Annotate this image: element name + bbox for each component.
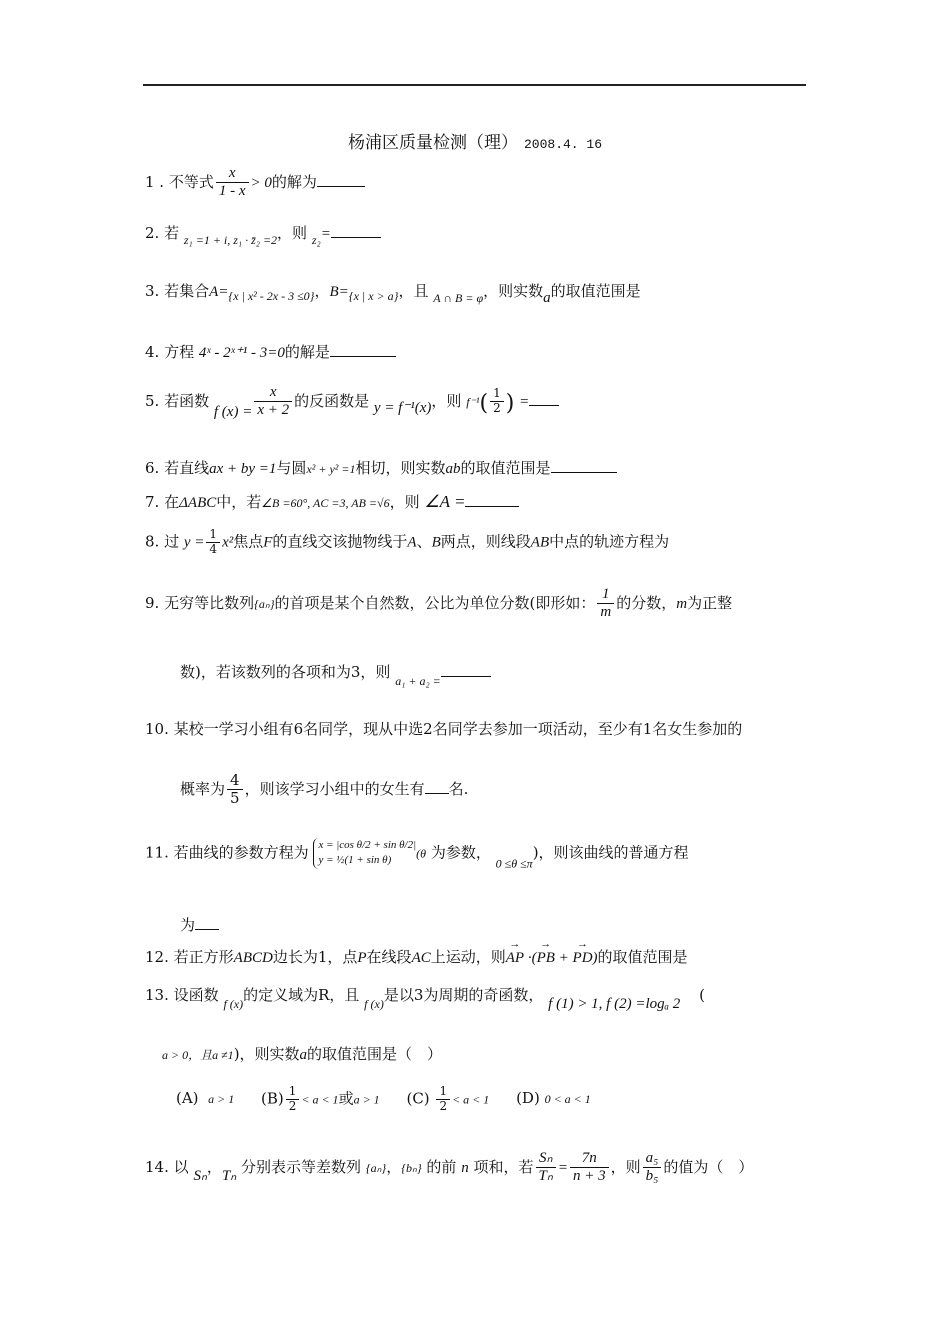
question-text: 中，若	[216, 493, 262, 511]
question-2	[145, 222, 381, 249]
question-text: ，则	[277, 224, 308, 242]
question-13-continued	[162, 1045, 442, 1066]
question-number: 14.	[145, 1157, 169, 1176]
question-text: 的分数，	[616, 593, 677, 612]
question-text: ，则实数	[483, 282, 544, 300]
math-text: a₁ + a₂ =	[395, 674, 441, 688]
math-text: m	[676, 595, 688, 612]
question-text: 的定义域为R，且	[243, 986, 360, 1004]
question-text: 的前	[426, 1157, 457, 1176]
question-number: 2.	[145, 224, 160, 242]
question-text: ，则	[389, 493, 420, 511]
question-text: 的反函数是	[294, 391, 370, 410]
question-text: 两点，则线段	[440, 532, 531, 551]
math-text: y = f⁻¹(x)	[373, 399, 432, 416]
math-text: f (x) =	[213, 403, 253, 420]
math-text: ∠A =	[424, 492, 466, 511]
question-number: 11.	[145, 843, 169, 862]
answer-blank[interactable]	[331, 222, 381, 238]
question-text: 的解为	[271, 172, 317, 191]
question-text: 的首项是某个自然数，公比为单位分数(即形如：	[274, 593, 596, 612]
math-text: Tₙ	[221, 1167, 237, 1184]
question-11-continued	[180, 914, 219, 936]
math-text: x²	[222, 534, 234, 551]
question-text: 、	[416, 532, 432, 551]
fraction: $\frac{1}{2}$	[490, 387, 504, 416]
math-text: B	[431, 534, 441, 551]
math-text: {x | x > a}	[348, 289, 399, 303]
answer-blank[interactable]	[441, 661, 491, 677]
math-text: )	[592, 950, 598, 966]
question-7	[145, 491, 519, 514]
fraction: $\frac{1}{m}$	[597, 586, 614, 622]
question-text: 方程	[164, 343, 195, 361]
fraction: $\frac{1}{4}$	[206, 528, 220, 557]
math-text: f (x)	[223, 997, 244, 1011]
math-text: z₁ =1 + i, z₁ · z̄₂ =2	[183, 233, 278, 247]
question-text: )，则该曲线的普通方程	[532, 843, 689, 862]
answer-blank[interactable]	[330, 341, 396, 357]
math-text: =	[320, 226, 331, 242]
math-text: (θ	[416, 846, 427, 861]
fraction: $\frac{4}{5}$	[227, 772, 243, 808]
question-number: 12.	[145, 948, 169, 966]
math-text: +	[554, 950, 573, 966]
question-number: 13.	[145, 986, 169, 1004]
math-text: 0 ≤θ ≤π	[495, 856, 533, 871]
question-11	[145, 838, 689, 872]
answer-blank[interactable]	[551, 457, 617, 473]
question-text: 以	[173, 1157, 189, 1176]
option-b[interactable]: (B) $\frac{1}{2}$ < a < 1或a > 1	[260, 1084, 380, 1113]
question-text: 为	[180, 916, 196, 934]
question-text: 若集合	[164, 282, 210, 300]
question-number: 4.	[145, 343, 160, 361]
question-text: )，则实数	[233, 1045, 300, 1063]
math-text: z₂	[311, 233, 321, 247]
answer-blank[interactable]	[529, 390, 559, 406]
question-text: 为参数，	[430, 843, 491, 862]
math-text: {bₙ}	[401, 1160, 422, 1175]
question-text: 若曲线的参数方程为	[173, 843, 309, 862]
question-5: 5. 若函数 f (x) = $\frac{x}{x + 2}$ 的反函数是 y = f⁻¹(x)，则 f⁻¹( $\frac{1}{2}$ ) =	[145, 384, 559, 422]
option-d[interactable]: (D) 0 < a < 1	[516, 1089, 591, 1108]
question-text: 设函数	[173, 986, 219, 1004]
vector-text: → AP	[506, 949, 524, 969]
question-number: 3.	[145, 282, 160, 300]
math-text: n	[461, 1159, 469, 1176]
fraction: $\frac{x}{x + 2}$	[254, 384, 292, 420]
math-text: A=	[209, 284, 229, 300]
question-number: 10.	[145, 720, 169, 738]
question-text: 的取值范围是	[597, 948, 688, 966]
answer-blank[interactable]	[465, 491, 519, 507]
math-text: ·(	[524, 950, 537, 966]
math-text: B=	[329, 284, 349, 300]
math-text: a > 0，且a ≠1	[162, 1048, 234, 1062]
fraction: $\frac{x}{1 - x}$	[216, 165, 249, 201]
question-text: 分别表示等差数列	[241, 1157, 362, 1176]
question-text: (	[699, 986, 705, 1004]
question-text: 在	[164, 493, 180, 511]
math-text: a	[299, 1047, 308, 1063]
question-text: 若正方形	[173, 948, 234, 966]
math-text: P	[357, 950, 367, 966]
math-text: f (x)	[364, 997, 384, 1011]
question-text: 过	[164, 532, 180, 551]
fraction: $\frac{\text{a₅}}{\text{b₅}}$	[643, 1150, 662, 1186]
math-text: a	[543, 290, 551, 306]
math-text: ab	[445, 461, 461, 477]
question-9-continued	[180, 661, 491, 690]
question-10	[145, 720, 742, 740]
question-text: ，	[386, 1157, 402, 1176]
question-text: ，则	[610, 1157, 641, 1176]
question-text: ，	[206, 1157, 222, 1176]
math-text: y =	[183, 534, 205, 551]
question-text: 不等式	[168, 172, 214, 191]
parametric-system: x = |cos θ/2 + sin θ/2| y = ½(1 + sin θ)	[313, 838, 416, 869]
question-text: 的解是	[284, 343, 330, 361]
question-10-continued	[180, 772, 468, 808]
question-3	[145, 282, 641, 309]
question-text: 概率为	[180, 779, 226, 798]
math-text: {x | x² - 2x - 3 ≤0}	[228, 289, 315, 303]
math-text: x² + y² =1	[306, 462, 356, 476]
question-text: 为正整	[687, 593, 733, 612]
question-text: 与圆	[276, 459, 307, 477]
answer-blank[interactable]	[317, 171, 365, 187]
vector-text: → PD	[573, 949, 593, 969]
question-text: 名.	[448, 779, 469, 798]
question-number: 6.	[145, 459, 160, 477]
math-text: {aₙ}	[365, 1160, 387, 1175]
question-text: 的直线交该抛物线于	[272, 532, 408, 551]
answer-blank[interactable]	[425, 778, 449, 794]
question-text: 项和，若	[473, 1157, 534, 1176]
question-text: 的取值范围是	[460, 459, 551, 477]
math-text: =	[519, 393, 530, 410]
question-6	[145, 457, 617, 480]
question-9	[145, 586, 732, 622]
title-date: 2008.4. 16	[523, 137, 602, 152]
question-text: 在线段	[366, 948, 412, 966]
question-text: ，	[314, 282, 330, 300]
math-text: AB	[530, 534, 550, 551]
question-4	[145, 341, 396, 364]
question-number: 1 .	[145, 172, 165, 191]
question-text: 的取值范围是（ ）	[307, 1045, 443, 1063]
question-text: 若	[164, 224, 180, 242]
question-text: ，则该学习小组中的女生有	[244, 779, 425, 798]
question-text: ，且	[398, 282, 429, 300]
question-text: 中点的轨迹方程为	[549, 532, 670, 551]
math-text: ΔABC	[179, 495, 217, 511]
math-text: {aₙ}	[254, 596, 275, 611]
question-number: 8.	[145, 532, 160, 551]
question-text: ，则	[431, 391, 462, 410]
question-12	[145, 948, 688, 969]
math-text: A	[407, 534, 417, 551]
question-1	[145, 165, 365, 201]
question-text: 焦点	[233, 532, 264, 551]
question-text: 数)，若该数列的各项和为3，则	[180, 663, 391, 681]
math-text: Sₙ	[193, 1167, 207, 1184]
math-text: =	[557, 1159, 568, 1176]
question-text: 是以3为周期的奇函数，	[383, 986, 544, 1004]
option-c[interactable]: (C) $\frac{1}{2}$ < a < 1	[406, 1084, 490, 1113]
math-text: f⁻¹	[466, 394, 480, 409]
math-text: > 0	[250, 174, 272, 191]
page-title	[0, 128, 950, 153]
math-text: ax + by =1	[209, 461, 277, 477]
question-text: 上运动，则	[430, 948, 506, 966]
title-text: 杨浦区质量检测（理）	[347, 133, 518, 153]
question-text: 若直线	[164, 459, 210, 477]
question-text: 若函数	[164, 391, 210, 410]
question-number: 5.	[145, 391, 160, 410]
question-text: 的取值范围是	[550, 282, 641, 300]
math-text: AC	[411, 950, 431, 966]
math-text: f (1) > 1, f (2) =logₐ 2	[548, 996, 681, 1012]
fraction: $\frac{\text{Sₙ}}{\text{Tₙ}}$	[536, 1150, 556, 1186]
math-text: 4ˣ - 2ˣ⁺¹ - 3=0	[198, 345, 285, 361]
question-13-options	[176, 1085, 613, 1114]
math-text: F	[263, 534, 273, 551]
question-text: 相切，则实数	[355, 459, 446, 477]
math-text: ∠B =60°, AC =3, AB =√6	[261, 496, 390, 510]
question-text: 边长为1，点	[272, 948, 358, 966]
question-number: 7.	[145, 493, 160, 511]
top-rule	[143, 84, 806, 86]
question-13	[145, 986, 705, 1015]
vector-text: → PB	[537, 949, 555, 969]
math-text: ABCD	[233, 950, 273, 966]
question-14	[145, 1150, 753, 1186]
answer-blank[interactable]	[195, 914, 219, 930]
question-8	[145, 528, 669, 557]
question-text: 的值为（ ）	[663, 1157, 754, 1176]
option-a[interactable]: (A) a > 1	[176, 1089, 235, 1108]
question-number: 9.	[145, 593, 160, 612]
question-text: 无穷等比数列	[164, 593, 255, 612]
question-text: 某校一学习小组有6名同学，现从中选2名同学去参加一项活动，至少有1名女生参加的	[173, 720, 743, 738]
fraction: $\frac{7n}{n + 3}$	[570, 1150, 609, 1186]
math-text: A ∩ B = φ	[433, 291, 484, 305]
